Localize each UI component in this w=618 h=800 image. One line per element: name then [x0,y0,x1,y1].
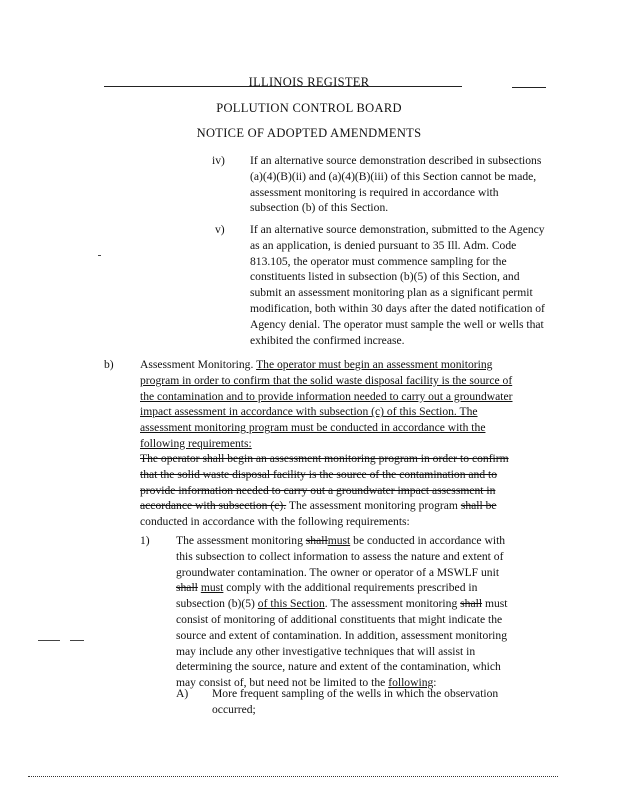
item-1-deleted-shall-3: shall [460,597,483,611]
footer-rule [28,776,558,777]
section-b-deleted-shall: shall be [460,499,497,513]
item-1-seg-3: comply with the additional requirements prescribed in subsection (b)(5) [176,581,478,611]
item-1-seg-5: must consist of monitoring of additional constituents that might indicate the source and extent of contamination. In addition, assessment monitoring may include any other investigative techniques that will assist in determining the source, nature and extent of the contamination, which may consist of, but need not be limited to the [176,597,508,690]
item-1-seg-6: : [433,676,437,690]
item-v-text: If an alternative source demonstration, submitted to the Agency as an application, is denied pursuant to 35 Ill. Adm. Code 813.105, the operator must commence sampling for the constituents listed in subsection (b)(5) of this Section, and submit an assessment monitoring plan as a significant permit modification, both within 30 days after the dated notification of Agency denial. The operator must sample the well or wells that exhibited the confirmed increase. [250,223,545,347]
item-1-new-must-2: must [200,581,224,595]
scan-speck [70,640,84,641]
section-b-label: b) [104,358,114,371]
item-1-seg-2: be conducted in accordance with this subsection to collect information to assess the nature and extent of groundwater contamination. The owner or operator of a MSWLF unit [176,534,506,579]
item-1-seg-1: The assessment monitoring [176,534,303,547]
section-b-text-2: conducted in accordance with the following requirements: [140,515,410,529]
item-1-label: 1) [140,534,150,547]
item-A-text: More frequent sampling of the wells in which the observation occurred; [212,687,499,716]
item-1-text [176,533,522,691]
section-b-new-text: The operator must begin an assessment monitoring program in order to confirm that the solid waste disposal facility is the source of the contamination and to provide information needed to carry out a groundwater impact assessment in accordance with subsection (c) of this Section. The assessment monitoring program must be conducted in accordance with the following requirements: [140,358,513,450]
item-v-label: v) [215,223,225,236]
item-iv-text: If an alternative source demonstration described in subsections (a)(4)(B)(ii) and (a)(4)(B)(iii) of this Section cannot be made, assessment monitoring is required in accordance with subsection (b) of this Section. [250,154,542,215]
section-b-heading: Assessment Monitoring. [140,358,254,371]
board-title: POLLUTION CONTROL BOARD [216,101,402,115]
section-b-paragraph-1 [140,357,518,452]
item-1-new-following: following [388,676,434,690]
register-title: ILLINOIS REGISTER [248,75,370,89]
scan-speck [98,255,101,256]
item-A-label: A) [176,687,189,700]
section-b-text-1: The assessment monitoring program [288,499,458,513]
item-1-new-must-1: must [327,534,351,547]
section-b-deleted-text: The operator shall begin an assessment monitoring program in order to confirm that the solid waste disposal facility is the source of the contamination and to provide information needed to carry out a groundwater impact assessment in accordance with subsection (c). [140,452,509,513]
item-iv-label: iv) [212,154,225,167]
item-1-new-section-ref: of this Section [257,597,325,611]
item-1-deleted-shall-2: shall [176,581,198,595]
notice-title: NOTICE OF ADOPTED AMENDMENTS [196,126,422,140]
item-1-deleted-shall-1: shall [305,534,328,547]
section-b-paragraph-2 [140,451,518,530]
scan-speck [38,640,60,641]
item-1-seg-4: . The assessment monitoring [324,597,458,611]
